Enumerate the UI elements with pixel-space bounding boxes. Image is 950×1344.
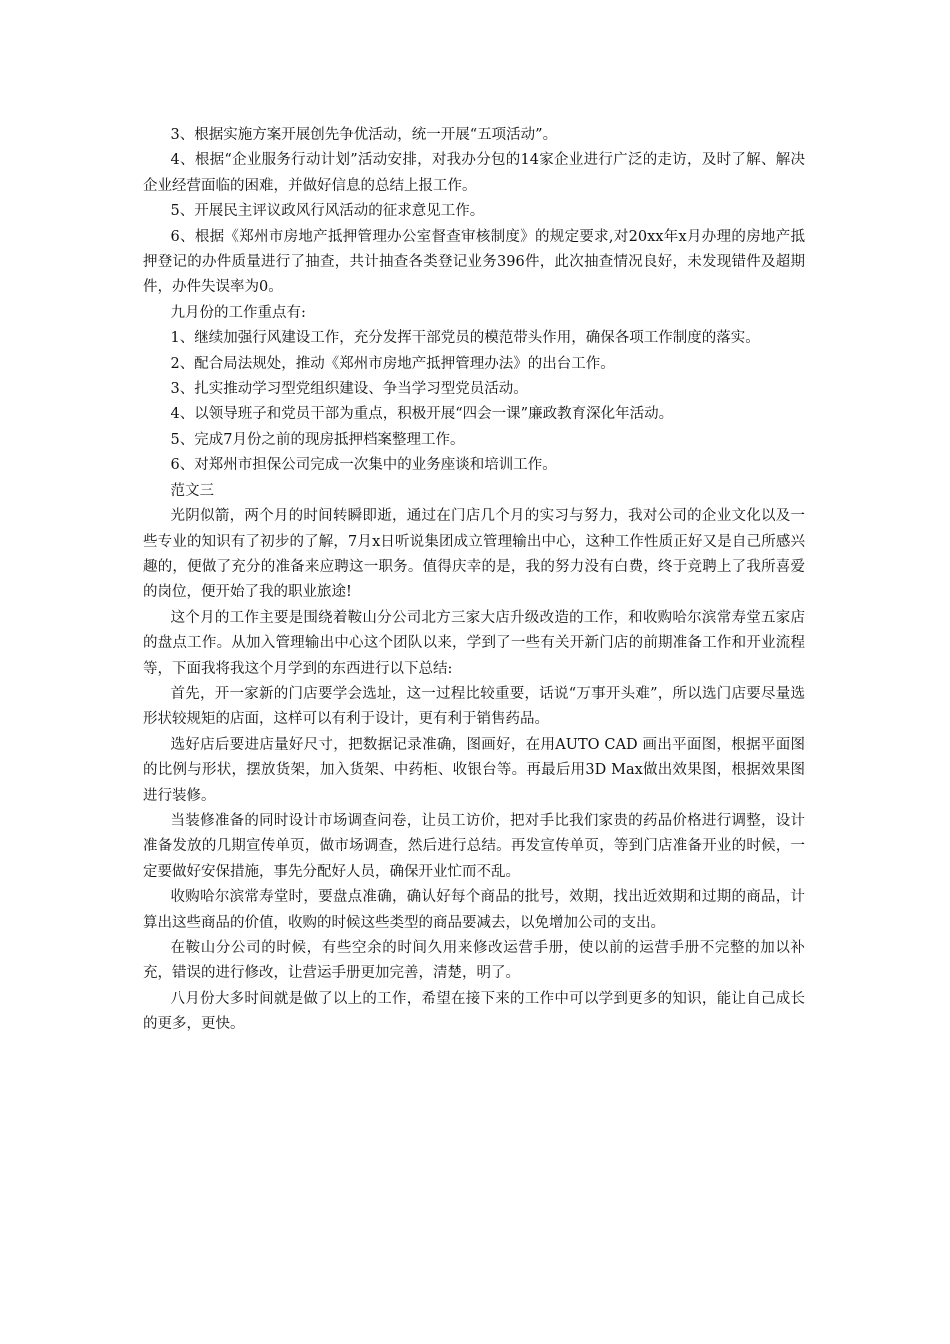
paragraph: 6、根据《郑州市房地产抵押管理办公室督查审核制度》的规定要求,对20xx年x月办理的房地产抵押登记的办件质量进行了抽查，共计抽查各类登记业务396件，此次抽查情况良好，未发现错件及超期件，办件失误率为0。 (143, 228, 805, 296)
list-item: 4、以领导班子和党员干部为重点，积极开展“四会一课”廉政教育深化年活动。 (170, 406, 674, 423)
paragraph: 这个月的工作主要是围绕着鞍山分公司北方三家大店升级改造的工作，和收购哈尔滨常寿堂五家店的盘点工作。从加入管理输出中心这个团队以来，学到了一些有关开新门店的前期准备工作和开业流程等，下面我将我这个月学到的东西进行以下总结: (143, 609, 805, 677)
list-item: 1、继续加强行风建设工作，充分发挥干部党员的模范带头作用，确保各项工作制度的落实。 (170, 330, 760, 347)
paragraph: 首先，开一家新的门店要学会选址，这一过程比较重要，话说“万事开头难”，所以选门店要尽量选形状较规矩的店面，这样可以有利于设计，更有利于销售药品。 (143, 685, 805, 728)
document-body (143, 123, 805, 1038)
paragraph: 5、开展民主评议政风行风活动的征求意见工作。 (170, 203, 485, 220)
paragraph: 光阴似箭，两个月的时间转瞬即逝，通过在门店几个月的实习与努力，我对公司的企业文化以及一些专业的知识有了初步的了解，7月x日听说集团成立管理输出中心，这种工作性质正好又是自己所感兴趣的，便做了充分的准备来应聘这一职务。值得庆幸的是，我的努力没有白费，终于竞聘上了我所喜爱的岗位，便开始了我的职业旅途! (143, 508, 805, 601)
paragraph: 4、根据“企业服务行动计划”活动安排，对我办分包的14家企业进行广泛的走访，及时了解、解决企业经营面临的困难，并做好信息的总结上报工作。 (143, 152, 805, 194)
section-title: 范文三 (170, 482, 215, 499)
list-item: 5、完成7月份之前的现房抵押档案整理工作。 (170, 431, 465, 448)
list-item: 3、扎实推动学习型党组织建设、争当学习型党员活动。 (170, 381, 528, 398)
paragraph: 选好店后要进店量好尺寸，把数据记录准确，图画好，在用AUTO CAD 画出平面图，根据平面图的比例与形状，摆放货架，加入货架、中药柜、收银台等。再最后用3D Max做出效果图，根据效果图进行装修。 (143, 736, 805, 804)
paragraph: 收购哈尔滨常寿堂时，要盘点准确，确认好每个商品的批号，效期，找出近效期和过期的商品，计算出这些商品的价值，收购的时候这些类型的商品要减去，以免增加公司的支出。 (143, 889, 805, 931)
paragraph: 当装修准备的同时设计市场调查问卷，让员工访价，把对手比我们家贵的药品价格进行调整，设计准备发放的几期宣传单页，做市场调查，然后进行总结。再发宣传单页，等到门店准备开业的时候，一定要做好安保措施，事先分配好人员，确保开业忙而不乱。 (143, 812, 805, 880)
list-item: 2、配合局法规处，推动《郑州市房地产抵押管理办法》的出台工作。 (170, 355, 615, 372)
paragraph: 3、根据实施方案开展创先争优活动，统一开展“五项活动”。 (170, 127, 558, 143)
paragraph: 在鞍山分公司的时候，有些空余的时间久用来修改运营手册，使以前的运营手册不完整的加以补充，错误的进行修改，让营运手册更加完善，清楚，明了。 (143, 940, 805, 982)
list-item: 6、对郑州市担保公司完成一次集中的业务座谈和培训工作。 (170, 457, 557, 474)
section-heading: 九月份的工作重点有: (170, 304, 306, 321)
paragraph: 八月份大多时间就是做了以上的工作，希望在接下来的工作中可以学到更多的知识，能让自己成长的更多，更快。 (143, 990, 805, 1033)
